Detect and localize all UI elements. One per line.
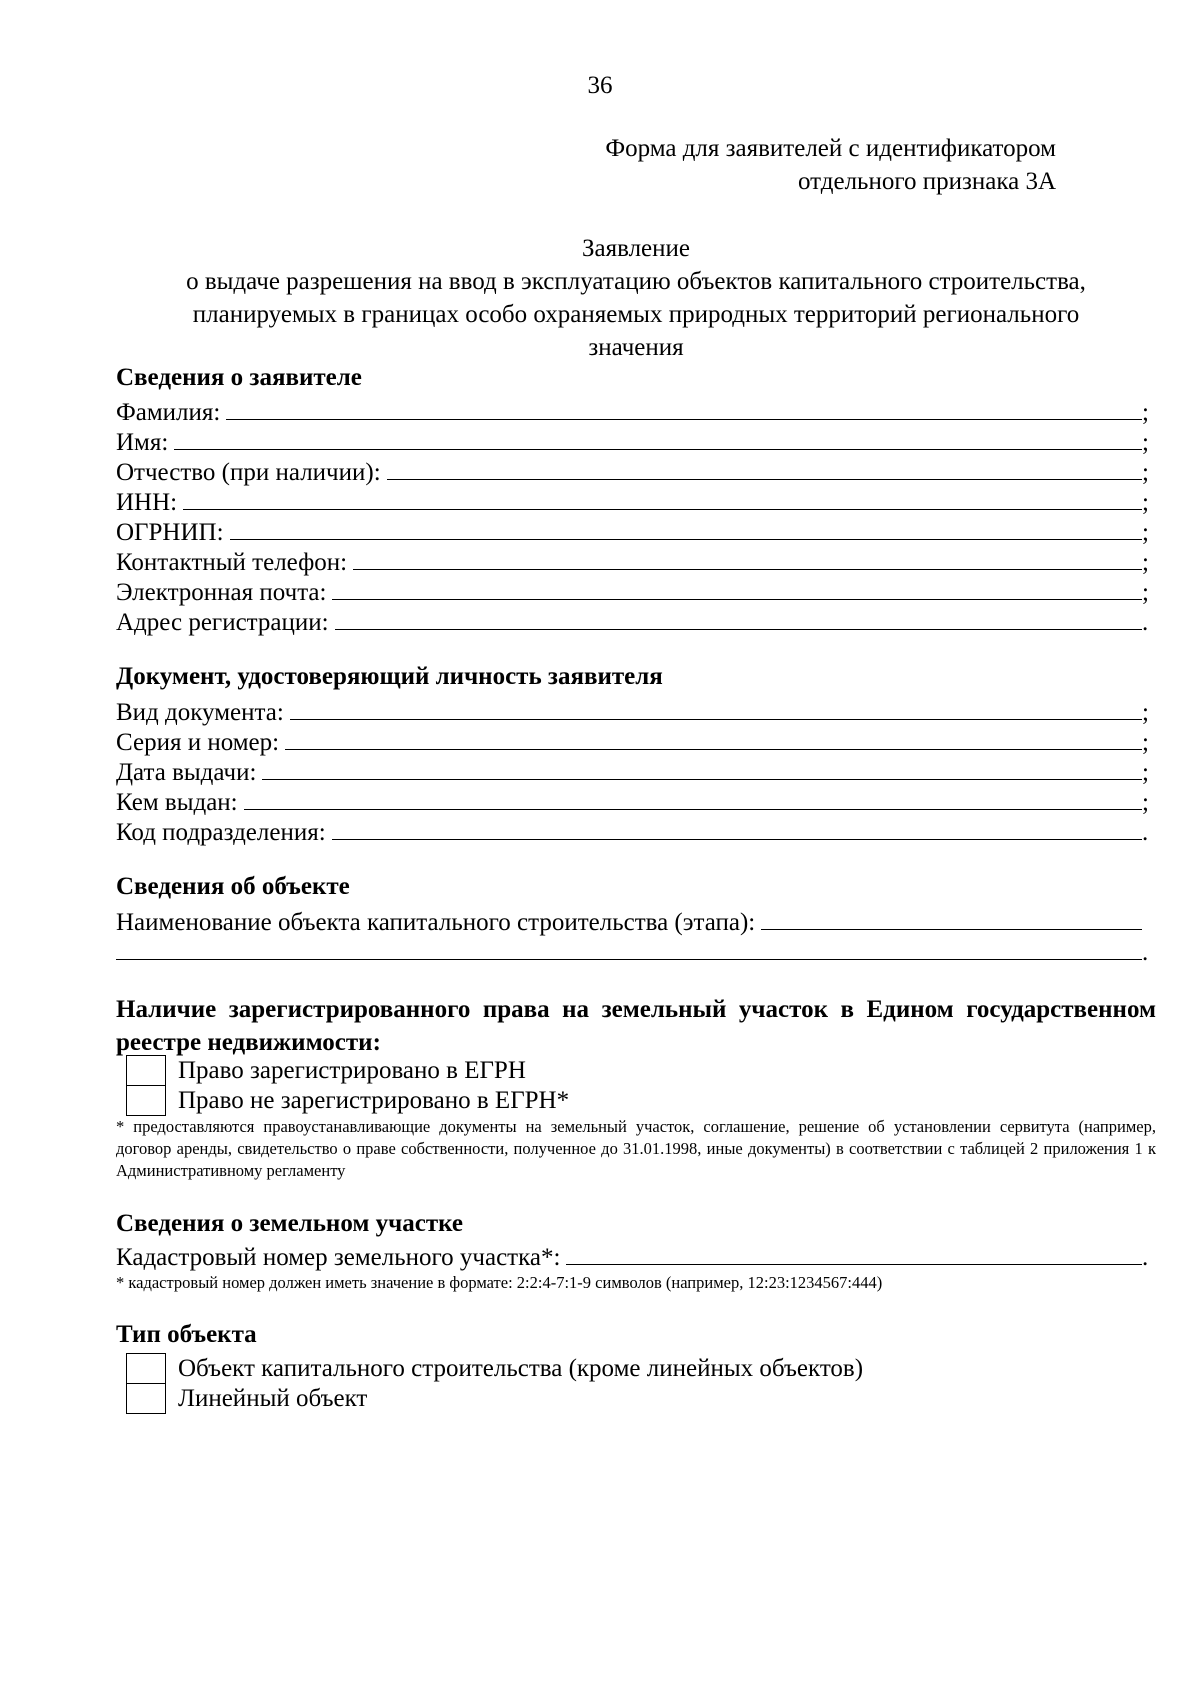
option-capital-construction[interactable] — [126, 1352, 863, 1385]
field-label: Наименование объекта капитального строительства (этапа): — [116, 909, 756, 936]
fill-line[interactable] — [332, 839, 1142, 840]
field-label: Вид документа: — [116, 699, 284, 726]
field-label: Контактный телефон: — [116, 549, 348, 576]
field-label: Имя: — [116, 429, 169, 456]
field-end-mark: ; — [1142, 789, 1149, 816]
form-identifier-line: отдельного признака 3А — [798, 168, 1056, 195]
option-linear-object[interactable] — [126, 1382, 367, 1415]
fill-line[interactable] — [285, 749, 1142, 750]
fill-line[interactable] — [290, 719, 1142, 720]
fill-line[interactable] — [761, 929, 1142, 930]
field-end-mark: . — [1142, 939, 1149, 966]
field-email[interactable] — [116, 574, 1156, 607]
option-label: Линейный объект — [178, 1384, 368, 1412]
field-object-name[interactable] — [116, 904, 1156, 937]
field-end-mark: ; — [1142, 519, 1149, 546]
field-label: Кем выдан: — [116, 789, 238, 816]
field-end-mark: . — [1142, 609, 1149, 636]
field-cadastral-number[interactable] — [116, 1239, 1156, 1272]
option-right-not-registered[interactable] — [126, 1084, 569, 1117]
field-end-mark: ; — [1142, 429, 1149, 456]
section-heading-rights: Наличие зарегистрированного права на земельный участок в Едином государственном реестре недвижимости: — [116, 996, 1156, 1056]
field-end-mark: ; — [1142, 579, 1149, 606]
field-label: ОГРНИП: — [116, 519, 224, 546]
field-ogrnip[interactable] — [116, 514, 1156, 547]
section-heading-identity-document: Документ, удостоверяющий личность заявителя — [116, 663, 663, 690]
footnote-rights: * предоставляются правоустанавливающие документы на земельный участок, соглашение, решение об установлении сервитута (например, договор аренды, свидетельство о праве собственности, полученное до 31.01.1998, иные документы) в соответствии с таблицей 2 приложения 1 к Административному регламенту — [116, 1117, 1156, 1180]
field-registration-address[interactable] — [116, 604, 1156, 637]
title-line: значения — [588, 334, 684, 361]
field-label: Серия и номер: — [116, 729, 280, 756]
section-heading-object: Сведения об объекте — [116, 873, 350, 900]
field-end-mark: . — [1142, 819, 1149, 846]
option-label: Право не зарегистрировано в ЕГРН* — [178, 1086, 570, 1114]
form-identifier-line: Форма для заявителей с идентификатором — [605, 135, 1056, 162]
fill-line[interactable] — [262, 779, 1142, 780]
title-line: Заявление — [581, 235, 691, 262]
fill-line[interactable] — [353, 569, 1142, 570]
checkbox[interactable] — [126, 1353, 166, 1384]
form-identifier — [605, 132, 1056, 198]
field-surname[interactable] — [116, 394, 1156, 427]
field-label: Электронная почта: — [116, 579, 327, 606]
fill-line[interactable] — [244, 809, 1142, 810]
field-patronymic[interactable] — [116, 454, 1156, 487]
fill-line[interactable] — [174, 449, 1142, 450]
option-label: Объект капитального строительства (кроме линейных объектов) — [178, 1354, 864, 1382]
section-heading-land: Сведения о земельном участке — [116, 1210, 463, 1237]
field-phone[interactable] — [116, 544, 1156, 577]
fill-line[interactable] — [387, 479, 1142, 480]
field-end-mark: . — [1142, 1244, 1149, 1271]
field-first-name[interactable] — [116, 424, 1156, 457]
field-series-number[interactable] — [116, 724, 1156, 757]
field-label: ИНН: — [116, 489, 178, 516]
title-line: планируемых в границах особо охраняемых природных территорий регионального — [192, 301, 1080, 328]
field-end-mark: ; — [1142, 729, 1149, 756]
fill-line[interactable] — [230, 539, 1142, 540]
field-label: Код подразделения: — [116, 819, 326, 846]
field-inn[interactable] — [116, 484, 1156, 517]
field-issued-by[interactable] — [116, 784, 1156, 817]
field-label: Дата выдачи: — [116, 759, 257, 786]
section-heading-applicant: Сведения о заявителе — [116, 364, 362, 391]
field-division-code[interactable] — [116, 814, 1156, 847]
field-end-mark: ; — [1142, 399, 1149, 426]
field-object-name-continued[interactable] — [116, 934, 1156, 967]
document-title — [116, 232, 1156, 364]
field-label: Кадастровый номер земельного участка*: — [116, 1244, 561, 1271]
field-label: Фамилия: — [116, 399, 221, 426]
field-label: Адрес регистрации: — [116, 609, 329, 636]
checkbox[interactable] — [126, 1085, 166, 1116]
field-document-type[interactable] — [116, 694, 1156, 727]
page-number: 36 — [587, 72, 613, 99]
fill-line[interactable] — [566, 1264, 1142, 1265]
field-end-mark: ; — [1142, 489, 1149, 516]
fill-line[interactable] — [332, 599, 1142, 600]
footnote-cadastral: * кадастровый номер должен иметь значение в формате: 2:2:4-7:1-9 символов (например, 12:23:1234567:444) — [116, 1273, 883, 1292]
fill-line[interactable] — [116, 959, 1142, 960]
checkbox[interactable] — [126, 1383, 166, 1414]
field-end-mark: ; — [1142, 549, 1149, 576]
field-end-mark: ; — [1142, 459, 1149, 486]
section-heading-object-type: Тип объекта — [116, 1321, 257, 1348]
field-label: Отчество (при наличии): — [116, 459, 381, 486]
option-label: Право зарегистрировано в ЕГРН — [178, 1056, 526, 1084]
field-end-mark: ; — [1142, 759, 1149, 786]
fill-line[interactable] — [183, 509, 1142, 510]
field-issue-date[interactable] — [116, 754, 1156, 787]
field-end-mark: ; — [1142, 699, 1149, 726]
fill-line[interactable] — [335, 629, 1142, 630]
fill-line[interactable] — [226, 419, 1142, 420]
checkbox[interactable] — [126, 1055, 166, 1086]
option-right-registered[interactable] — [126, 1054, 526, 1087]
title-line: о выдаче разрешения на ввод в эксплуатацию объектов капитального строительства, — [186, 268, 1086, 295]
